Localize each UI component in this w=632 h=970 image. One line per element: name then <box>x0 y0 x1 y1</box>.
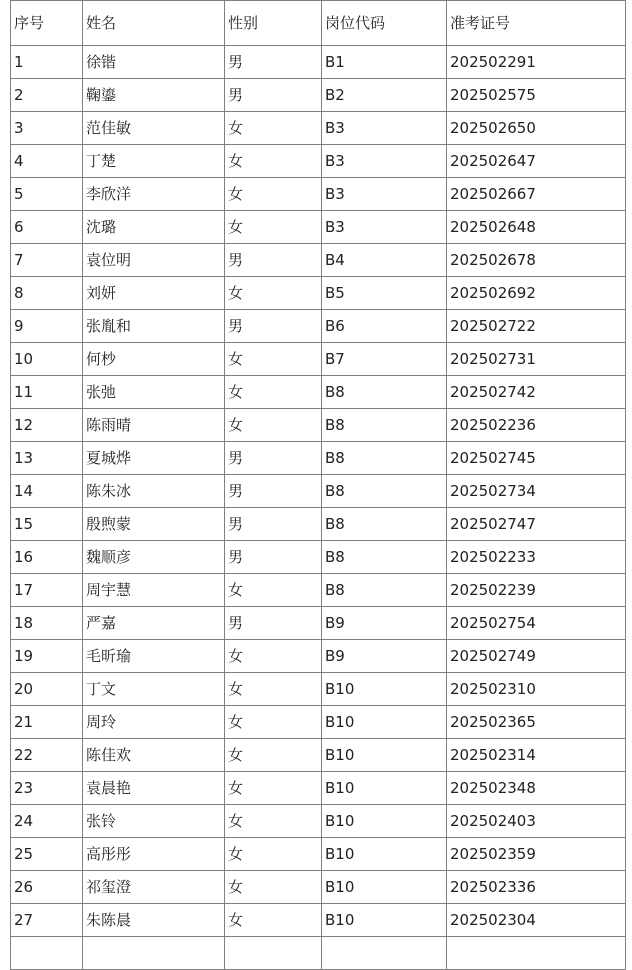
cell-serial-number: 11 <box>11 376 83 409</box>
cell-admission-number: 202502575 <box>447 79 626 112</box>
cell-position-code: B3 <box>322 178 447 211</box>
cell-gender: 女 <box>225 706 322 739</box>
cell-position-code: B10 <box>322 673 447 706</box>
cell-name: 沈璐 <box>83 211 225 244</box>
cell-name: 陈佳欢 <box>83 739 225 772</box>
cell-serial-number: 1 <box>11 46 83 79</box>
cell-name: 祁玺澄 <box>83 871 225 904</box>
cell-gender: 男 <box>225 310 322 343</box>
header-serial-number: 序号 <box>11 1 83 46</box>
cell-gender: 女 <box>225 574 322 607</box>
cell-position-code: B10 <box>322 871 447 904</box>
table-row <box>11 838 626 871</box>
cell-serial-number <box>11 937 83 970</box>
cell-name: 陈雨晴 <box>83 409 225 442</box>
cell-serial-number: 8 <box>11 277 83 310</box>
cell-admission-number: 202502754 <box>447 607 626 640</box>
table-row <box>11 376 626 409</box>
cell-name: 李欣洋 <box>83 178 225 211</box>
cell-serial-number: 21 <box>11 706 83 739</box>
table-row <box>11 574 626 607</box>
cell-name: 丁楚 <box>83 145 225 178</box>
cell-admission-number: 202502648 <box>447 211 626 244</box>
cell-admission-number: 202502310 <box>447 673 626 706</box>
cell-serial-number: 22 <box>11 739 83 772</box>
cell-gender: 男 <box>225 79 322 112</box>
cell-admission-number: 202502742 <box>447 376 626 409</box>
table-body <box>11 1 626 970</box>
cell-position-code: B8 <box>322 574 447 607</box>
table-row <box>11 475 626 508</box>
cell-admission-number: 202502747 <box>447 508 626 541</box>
cell-serial-number: 14 <box>11 475 83 508</box>
table-row <box>11 937 626 970</box>
cell-name: 朱陈晨 <box>83 904 225 937</box>
cell-serial-number: 26 <box>11 871 83 904</box>
cell-gender: 女 <box>225 409 322 442</box>
cell-serial-number: 10 <box>11 343 83 376</box>
cell-name: 魏顺彦 <box>83 541 225 574</box>
cell-serial-number: 3 <box>11 112 83 145</box>
cell-serial-number: 20 <box>11 673 83 706</box>
cell-position-code: B3 <box>322 145 447 178</box>
table-row <box>11 871 626 904</box>
cell-gender: 女 <box>225 376 322 409</box>
header-admission-number: 准考证号 <box>447 1 626 46</box>
cell-serial-number: 2 <box>11 79 83 112</box>
cell-position-code: B8 <box>322 376 447 409</box>
cell-name: 丁文 <box>83 673 225 706</box>
cell-admission-number: 202502647 <box>447 145 626 178</box>
cell-name: 徐锴 <box>83 46 225 79</box>
cell-serial-number: 17 <box>11 574 83 607</box>
cell-gender: 女 <box>225 772 322 805</box>
cell-admission-number: 202502667 <box>447 178 626 211</box>
cell-serial-number: 27 <box>11 904 83 937</box>
table-row <box>11 508 626 541</box>
cell-gender: 女 <box>225 277 322 310</box>
cell-serial-number: 19 <box>11 640 83 673</box>
table-header-row <box>11 1 626 46</box>
cell-name: 夏城烨 <box>83 442 225 475</box>
cell-position-code: B10 <box>322 706 447 739</box>
table-row <box>11 310 626 343</box>
cell-admission-number: 202502403 <box>447 805 626 838</box>
cell-name <box>83 937 225 970</box>
cell-gender: 女 <box>225 871 322 904</box>
cell-gender: 男 <box>225 442 322 475</box>
cell-name: 周宇慧 <box>83 574 225 607</box>
cell-serial-number: 25 <box>11 838 83 871</box>
cell-position-code: B10 <box>322 838 447 871</box>
cell-serial-number: 23 <box>11 772 83 805</box>
table-row <box>11 46 626 79</box>
cell-serial-number: 15 <box>11 508 83 541</box>
cell-position-code: B6 <box>322 310 447 343</box>
cell-gender: 男 <box>225 475 322 508</box>
cell-position-code: B8 <box>322 508 447 541</box>
cell-gender: 女 <box>225 112 322 145</box>
header-name: 姓名 <box>83 1 225 46</box>
cell-position-code: B4 <box>322 244 447 277</box>
cell-admission-number: 202502745 <box>447 442 626 475</box>
cell-gender: 女 <box>225 673 322 706</box>
cell-admission-number: 202502239 <box>447 574 626 607</box>
table-row <box>11 409 626 442</box>
cell-position-code: B10 <box>322 772 447 805</box>
table-row <box>11 904 626 937</box>
cell-admission-number: 202502233 <box>447 541 626 574</box>
table-row <box>11 772 626 805</box>
cell-gender: 女 <box>225 904 322 937</box>
cell-admission-number: 202502749 <box>447 640 626 673</box>
cell-admission-number: 202502359 <box>447 838 626 871</box>
cell-serial-number: 18 <box>11 607 83 640</box>
cell-admission-number: 202502236 <box>447 409 626 442</box>
cell-serial-number: 7 <box>11 244 83 277</box>
cell-name: 陈朱冰 <box>83 475 225 508</box>
header-position-code: 岗位代码 <box>322 1 447 46</box>
cell-name: 范佳敏 <box>83 112 225 145</box>
table-row <box>11 805 626 838</box>
table-row <box>11 277 626 310</box>
cell-name: 张弛 <box>83 376 225 409</box>
cell-serial-number: 24 <box>11 805 83 838</box>
cell-serial-number: 4 <box>11 145 83 178</box>
table-row <box>11 79 626 112</box>
cell-serial-number: 13 <box>11 442 83 475</box>
cell-admission-number: 202502678 <box>447 244 626 277</box>
cell-admission-number: 202502734 <box>447 475 626 508</box>
cell-position-code: B10 <box>322 805 447 838</box>
cell-gender: 男 <box>225 541 322 574</box>
cell-gender: 女 <box>225 805 322 838</box>
header-gender: 性别 <box>225 1 322 46</box>
cell-serial-number: 6 <box>11 211 83 244</box>
cell-name: 刘妍 <box>83 277 225 310</box>
cell-position-code: B1 <box>322 46 447 79</box>
cell-admission-number: 202502650 <box>447 112 626 145</box>
cell-position-code: B3 <box>322 211 447 244</box>
cell-admission-number: 202502348 <box>447 772 626 805</box>
cell-gender: 男 <box>225 607 322 640</box>
cell-name: 严嘉 <box>83 607 225 640</box>
cell-position-code: B2 <box>322 79 447 112</box>
cell-name: 袁晨艳 <box>83 772 225 805</box>
cell-position-code: B8 <box>322 442 447 475</box>
cell-position-code: B9 <box>322 640 447 673</box>
table-row <box>11 607 626 640</box>
cell-admission-number: 202502365 <box>447 706 626 739</box>
cell-serial-number: 12 <box>11 409 83 442</box>
cell-position-code: B10 <box>322 739 447 772</box>
cell-serial-number: 16 <box>11 541 83 574</box>
cell-admission-number: 202502336 <box>447 871 626 904</box>
cell-position-code: B8 <box>322 541 447 574</box>
cell-gender: 女 <box>225 145 322 178</box>
table-row <box>11 343 626 376</box>
table-row <box>11 541 626 574</box>
cell-admission-number: 202502291 <box>447 46 626 79</box>
cell-name: 高彤彤 <box>83 838 225 871</box>
cell-position-code: B7 <box>322 343 447 376</box>
cell-position-code: B5 <box>322 277 447 310</box>
cell-position-code: B10 <box>322 904 447 937</box>
cell-position-code: B3 <box>322 112 447 145</box>
cell-serial-number: 9 <box>11 310 83 343</box>
table-row <box>11 640 626 673</box>
cell-name: 周玲 <box>83 706 225 739</box>
cell-serial-number: 5 <box>11 178 83 211</box>
table-row <box>11 244 626 277</box>
cell-name: 毛昕瑜 <box>83 640 225 673</box>
table-row <box>11 739 626 772</box>
cell-admission-number <box>447 937 626 970</box>
cell-admission-number: 202502314 <box>447 739 626 772</box>
cell-gender: 女 <box>225 178 322 211</box>
cell-admission-number: 202502692 <box>447 277 626 310</box>
cell-gender: 男 <box>225 508 322 541</box>
table-row <box>11 145 626 178</box>
cell-admission-number: 202502304 <box>447 904 626 937</box>
cell-gender: 女 <box>225 211 322 244</box>
cell-name: 张胤和 <box>83 310 225 343</box>
cell-gender: 男 <box>225 244 322 277</box>
cell-admission-number: 202502731 <box>447 343 626 376</box>
cell-name: 袁位明 <box>83 244 225 277</box>
cell-gender: 女 <box>225 640 322 673</box>
table-row <box>11 211 626 244</box>
cell-gender <box>225 937 322 970</box>
cell-name: 殷煦蒙 <box>83 508 225 541</box>
table-row <box>11 112 626 145</box>
cell-admission-number: 202502722 <box>447 310 626 343</box>
table-row <box>11 178 626 211</box>
cell-name: 张铃 <box>83 805 225 838</box>
cell-position-code <box>322 937 447 970</box>
table-row <box>11 706 626 739</box>
cell-gender: 男 <box>225 46 322 79</box>
cell-position-code: B9 <box>322 607 447 640</box>
table-row <box>11 442 626 475</box>
cell-position-code: B8 <box>322 409 447 442</box>
cell-gender: 女 <box>225 838 322 871</box>
cell-name: 何杪 <box>83 343 225 376</box>
cell-gender: 女 <box>225 343 322 376</box>
table-row <box>11 673 626 706</box>
cell-gender: 女 <box>225 739 322 772</box>
cell-position-code: B8 <box>322 475 447 508</box>
candidate-table <box>10 0 626 970</box>
cell-name: 鞠鎏 <box>83 79 225 112</box>
